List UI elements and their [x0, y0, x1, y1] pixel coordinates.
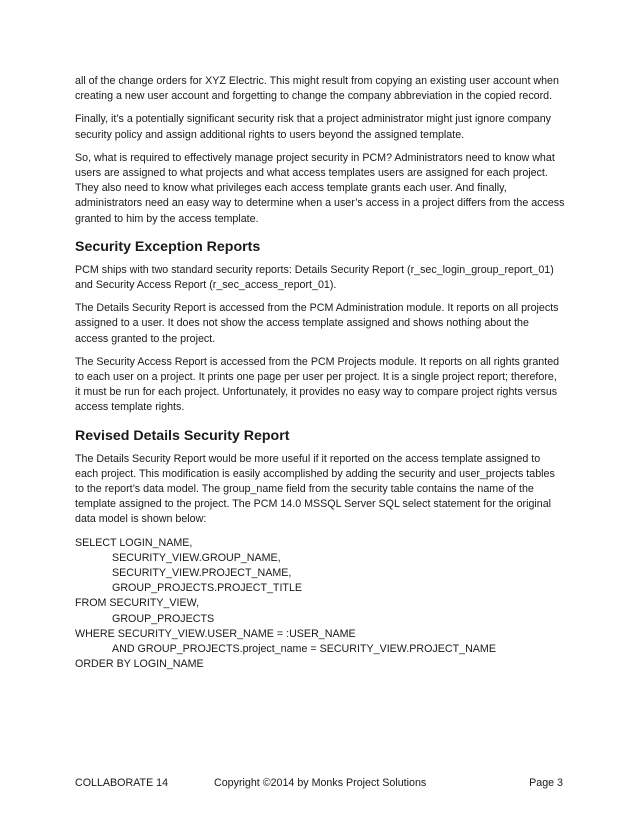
paragraph: The Details Security Report is accessed from the PCM Administration module. It reports on all projects assigned to a user. It does not show the access template assigned and shows nothing about the access granted to the project. [75, 302, 559, 345]
section-heading-security-exception-reports: Security Exception Reports [75, 238, 261, 255]
code-line: GROUP_PROJECTS [112, 612, 215, 625]
code-line: GROUP_PROJECTS.PROJECT_TITLE [112, 582, 303, 595]
paragraph: all of the change orders for XYZ Electric. This might result from copying an existing user account when creating a new user account and forgetting to change the company abbreviation in the copied record. [75, 75, 559, 103]
code-line: FROM SECURITY_VIEW, [75, 597, 200, 610]
footer-copyright: Copyright ©2014 by Monks Project Solutions [214, 777, 427, 789]
code-line: WHERE SECURITY_VIEW.USER_NAME = :USER_NAME [75, 627, 356, 640]
paragraph: The Details Security Report would be more useful if it reported on the access template assigned to each project. This modification is easily accomplished by adding the security and user_projects tables to the report’s data model. The group_name field from the security table contains the name of the template assigned to the project. The PCM 14.0 MSSQL Server SQL select statement for the original data model is shown below: [75, 452, 555, 526]
code-line: SECURITY_VIEW.PROJECT_NAME, [112, 567, 292, 580]
sql-code-block [75, 536, 565, 673]
paragraph: So, what is required to effectively manage project security in PCM? Administrators need to know what users are assigned to what projects and what access templates users are assigned for each project. They also need to know what privileges each access template grants each user. And finally, administrators need an easy way to determine when a user’s access in a project differs from the access granted to him by the access template. [75, 151, 565, 225]
code-line: SELECT LOGIN_NAME, [75, 536, 193, 549]
code-line: AND GROUP_PROJECTS.project_name = SECURITY_VIEW.PROJECT_NAME [112, 643, 496, 656]
paragraph: PCM ships with two standard security reports: Details Security Report (r_sec_login_group_report_01) and Security Access Report (r_sec_access_report_01). [75, 263, 554, 292]
section-heading-revised-details-security-report: Revised Details Security Report [75, 427, 290, 444]
page-body [75, 74, 565, 673]
footer-conference-name: COLLABORATE 14 [75, 777, 169, 789]
code-line: ORDER BY LOGIN_NAME [75, 658, 204, 671]
paragraph: Finally, it’s a potentially significant security risk that a project administrator might just ignore company security policy and assign additional rights to users beyond the assigned template. [75, 113, 551, 141]
page-footer [75, 775, 565, 791]
paragraph: The Security Access Report is accessed from the PCM Projects module. It reports on all rights granted to each user on a project. It prints one page per user per project. It is a single project report; therefore, it must be run for each project. Unfortunately, it provides no easy way to compare project rights versus access template rights. [75, 355, 560, 414]
footer-page-number: Page 3 [529, 777, 563, 789]
code-line: SECURITY_VIEW.GROUP_NAME, [112, 551, 281, 564]
